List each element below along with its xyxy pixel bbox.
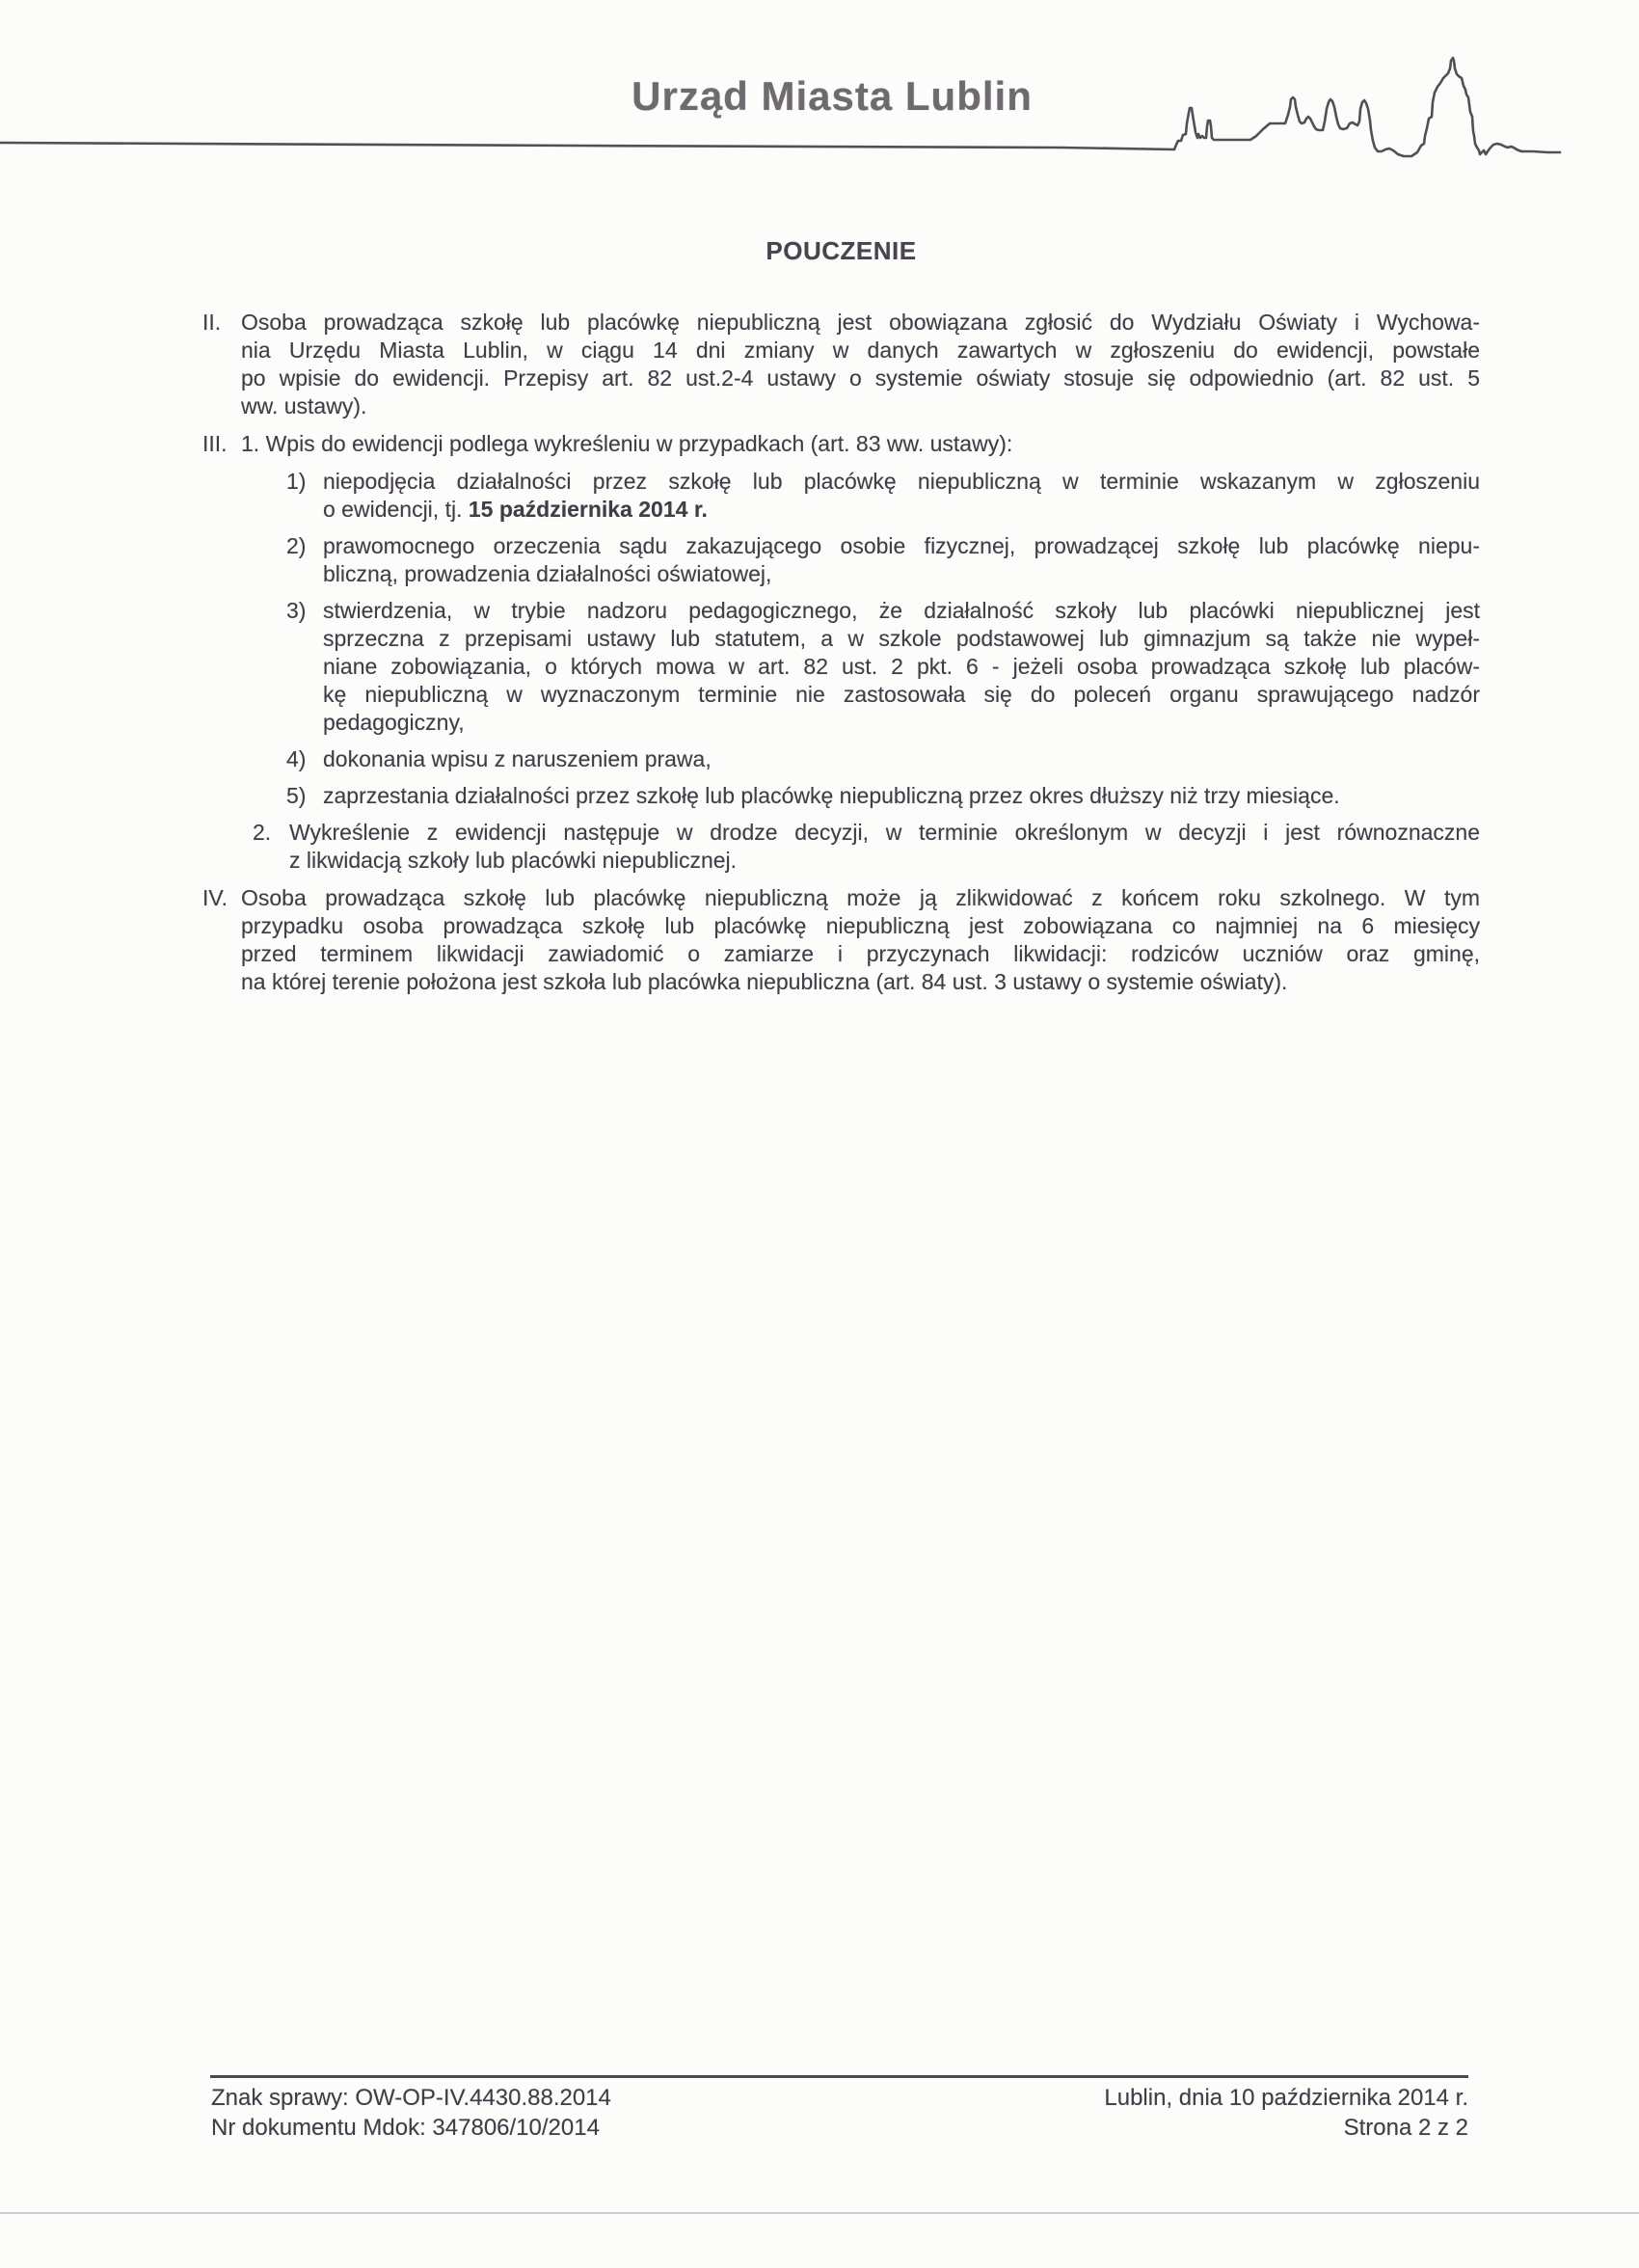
list-item — [286, 745, 1480, 773]
list-item — [286, 532, 1480, 588]
paragraph-label: III. — [202, 431, 228, 456]
list-item — [286, 597, 1480, 737]
paragraph-body: 1. Wpis do ewidencji podlega wykreśleniu w przypadkach (art. 83 ww. ustawy): — [241, 431, 1013, 456]
paragraph-body: Osoba prowadząca szkołę lub placówkę niepubliczną jest obowiązana zgłosić do Wydziału Oświaty i Wychowa- nia Urzędu Miasta Lublin, w ciągu 14 dni zmiany w danych zawartych w zgłoszeniu do ewidencji, powstałe po wpisie do ewidencji. Przepisy art. 82 ust.2-4 ustawy o systemie oświaty stosuje się odpowiednio (art. 82 ust. 5 ww. ustawy). — [241, 310, 1480, 418]
list-item-body: prawomocnego orzeczenia sądu zakazującego osobie fizycznej, prowadzącej szkołę lub placówkę niepu- bliczną, prowadzenia działalności oświatowej, — [323, 533, 1480, 586]
date-prefix: o ewidencji, tj. — [323, 497, 469, 522]
list-item-number: 3) — [286, 598, 307, 623]
list-item-body — [323, 468, 1480, 524]
list-item — [286, 468, 1480, 524]
paragraph-number: 2. — [253, 820, 272, 845]
list-item-number: 1) — [286, 469, 307, 494]
document-body — [202, 309, 1480, 1006]
list-item-body: stwierdzenia, w trybie nadzoru pedagogicznego, że działalność szkoły lub placówki niepublicznej jest sprzeczna z przepisami ustawy lub statutem, a w szkole podstawowej lub gimnazjum są także nie wypeł- niane zobowiązania, o których mowa w art. 82 ust. 2 pkt. 6 - jeżeli osoba prowadząca szkołę lub placów- kę niepubliczną w wyznaczonym terminie nie zastosowała się do poleceń organu sprawującego nadzór pedagogiczny, — [323, 598, 1480, 735]
numbered-list — [286, 468, 1480, 810]
list-item-number: 5) — [286, 783, 307, 808]
paragraph-body: Osoba prowadząca szkołę lub placówkę niepubliczną może ją zlikwidować z końcem roku szkolnego. W tym przypadku osoba prowadząca szkołę lub placówkę niepubliczną jest zobowiązana co najmniej na 6 miesięcy przed terminem likwidacji zawiadomić o zamiarze i przyczynach likwidacji: rodziców uczniów oraz gminę, na której terenie położona jest szkoła lub placówka niepubliczna (art. 84 ust. 3 ustawy o systemie oświaty). — [241, 885, 1480, 994]
footer-right — [793, 2083, 1468, 2143]
document-number: Nr dokumentu Mdok: 347806/10/2014 — [211, 2115, 600, 2141]
footer-divider — [210, 2075, 1468, 2078]
paragraph-II — [202, 309, 1480, 420]
case-number: Znak sprawy: OW-OP-IV.4430.88.2014 — [211, 2085, 611, 2111]
list-item-number: 4) — [286, 746, 307, 771]
list-item-line: niepodjęcia działalności przez szkołę lub placówkę niepubliczną w terminie wskazanym w zgłoszeniu — [323, 469, 1480, 494]
list-item-body: dokonania wpisu z naruszeniem prawa, — [323, 746, 712, 771]
bold-date: 15 października 2014 r. — [468, 497, 708, 522]
header-title: Urząd Miasta Lublin — [631, 73, 1033, 119]
place-date: Lublin, dnia 10 października 2014 r. — [1104, 2085, 1468, 2111]
paragraph-2 — [253, 819, 1480, 875]
paragraph-body: Wykreślenie z ewidencji następuje w drodze decyzji, w terminie określonym w decyzji i jest równoznaczne z likwidacją szkoły lub placówki niepublicznej. — [289, 820, 1480, 873]
paragraph-label: IV. — [202, 885, 228, 910]
list-item-line — [323, 496, 1480, 524]
list-item-number: 2) — [286, 533, 307, 558]
paragraph-III — [202, 430, 1480, 458]
paragraph-IV — [202, 884, 1480, 996]
section-heading: POUCZENIE — [766, 236, 917, 265]
list-item-body: zaprzestania działalności przez szkołę lub placówkę niepubliczną przez okres dłuższy niż trzy miesiące. — [323, 783, 1340, 808]
paragraph-label: II. — [202, 310, 222, 335]
list-item — [286, 782, 1480, 810]
page-number: Strona 2 z 2 — [1343, 2115, 1468, 2141]
bottom-scan-line — [0, 2212, 1639, 2214]
footer-left — [211, 2083, 611, 2143]
